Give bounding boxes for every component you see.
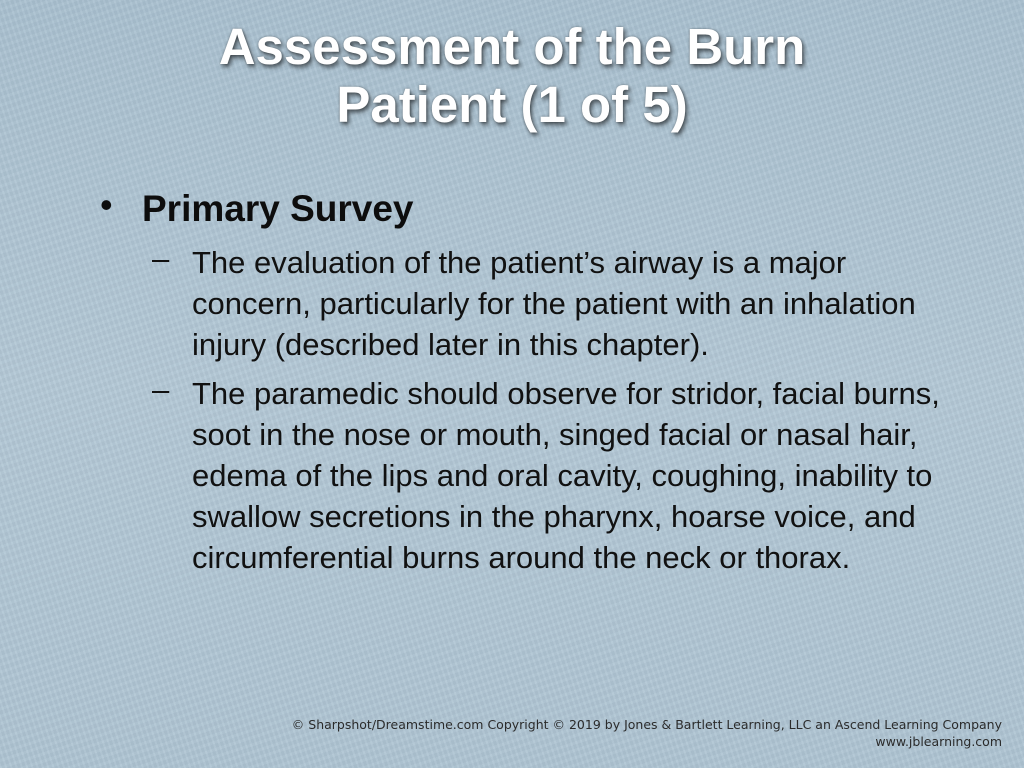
sub-bullet-observation-signs xyxy=(100,373,960,578)
slide-title xyxy=(0,18,1024,134)
copyright-credit xyxy=(292,716,1002,750)
dash-icon: – xyxy=(152,241,170,276)
dash-icon: – xyxy=(152,372,170,407)
sub-bullet-airway-evaluation xyxy=(100,242,960,365)
sub-bullet-text: The evaluation of the patient’s airway is a major concern, particularly for the patient with an inhalation injury (described later in this chapter). xyxy=(192,245,916,362)
sub-bullet-text: The paramedic should observe for stridor, facial burns, soot in the nose or mouth, singed facial or nasal hair, edema of the lips and oral cavity, coughing, inability to swallow secretions in the pharynx, hoarse voice, and circumferential burns around the neck or thorax. xyxy=(192,376,940,575)
sub-bullet-list xyxy=(100,242,960,578)
credit-line-copyright: © Sharpshot/Dreamstime.com Copyright © 2019 by Jones & Bartlett Learning, LLC an Ascend Learning Company xyxy=(291,717,1002,732)
credit-line-website: www.jblearning.com xyxy=(875,734,1002,749)
bullet-primary-survey xyxy=(100,186,960,232)
bullet-heading: Primary Survey xyxy=(142,188,414,229)
title-line-2: Patient (1 of 5) xyxy=(336,76,688,133)
slide-content xyxy=(100,186,960,586)
title-line-1: Assessment of the Burn xyxy=(218,18,806,75)
bullet-dot-icon: • xyxy=(100,184,113,225)
